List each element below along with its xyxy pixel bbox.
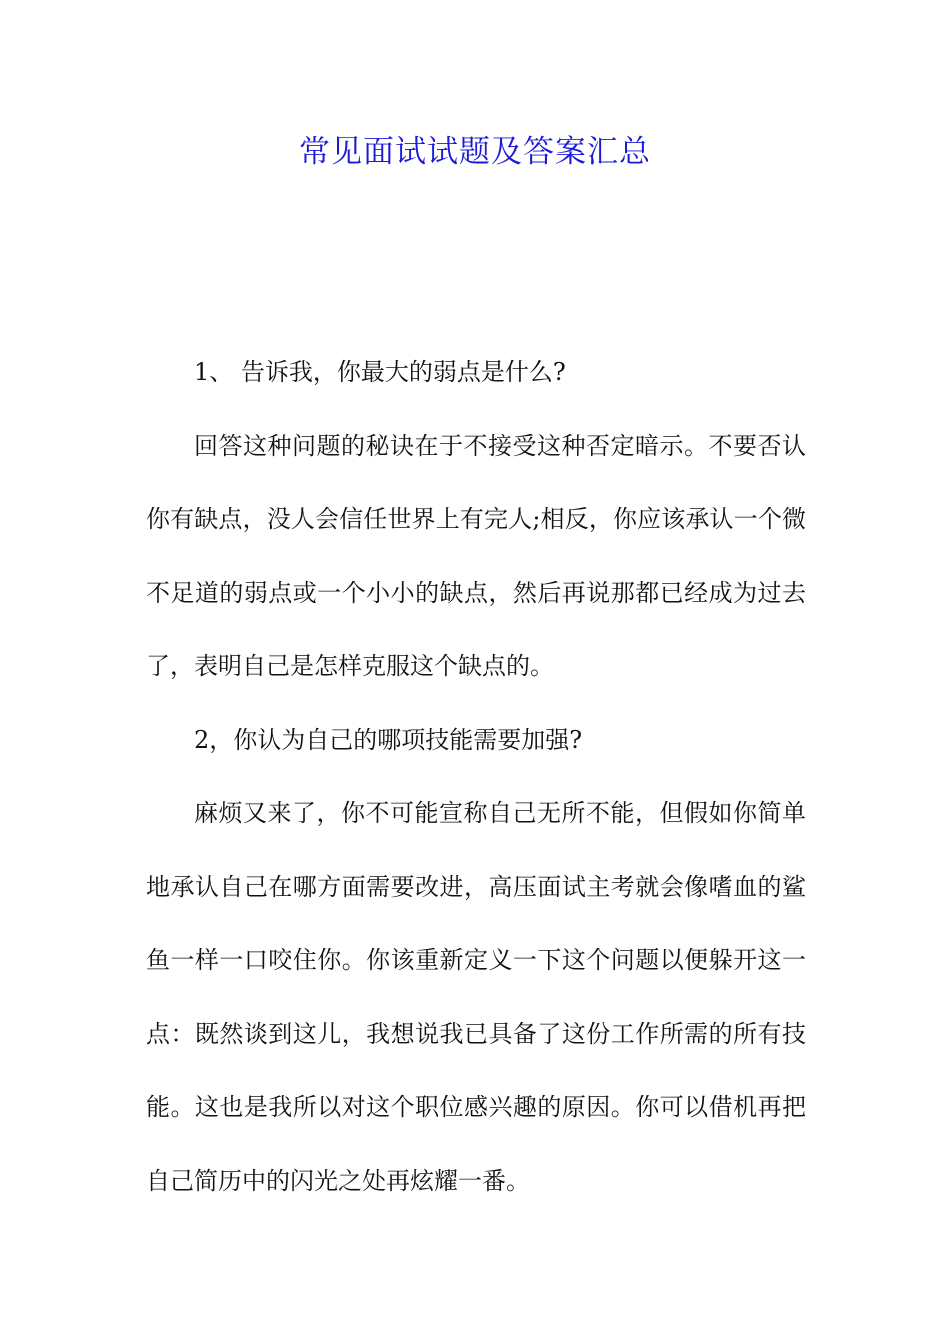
- question-2: 2，你认为自己的哪项技能需要加强?: [194, 725, 583, 754]
- question-1: 1、 告诉我，你最大的弱点是什么?: [194, 358, 566, 386]
- document-title: 常见面试试题及答案汇总: [299, 134, 651, 170]
- answer-1: 回答这种问题的秘诀在于不接受这种否定暗示。不要否认你有缺点，没人会信任世界上有完人;相反，你应该承认一个微不足道的弱点或一个小小的缺点，然后再说那都已经成为过去了，表明自己是怎样克服这个缺点的。: [146, 431, 806, 680]
- answer-2: 麻烦又来了，你不可能宣称自己无所不能，但假如你简单地承认自己在哪方面需要改进，高压面试主考就会像嗜血的鲨鱼一样一口咬住你。你该重新定义一下这个问题以便躲开这一点：既然谈到这儿，我想说我已具备了这份工作所需的所有技能。这也是我所以对这个职位感兴趣的原因。你可以借机再把自己简历中的闪光之处再炫耀一番。: [146, 799, 806, 1195]
- document-body: [146, 336, 806, 1218]
